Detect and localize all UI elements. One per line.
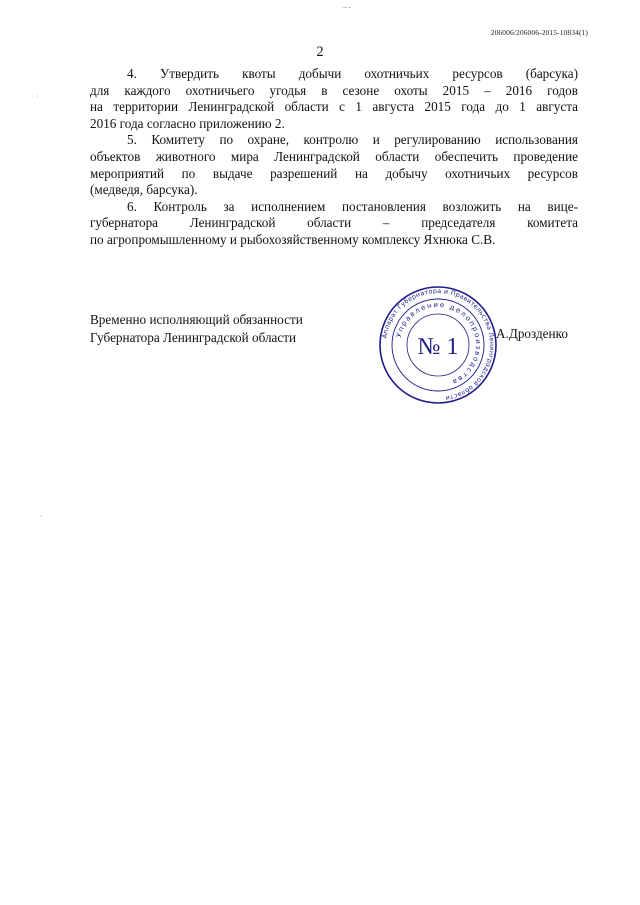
paragraph-line: объектов животного мира Ленинградской области обеспечить проведение bbox=[90, 148, 578, 164]
paragraph-line: губернатора Ленинградской области – председателя комитета bbox=[90, 215, 578, 231]
document-body bbox=[90, 66, 578, 249]
paragraph-line: (медведя, барсука). bbox=[90, 182, 198, 198]
signer-name: А.Дрозденко bbox=[496, 326, 568, 341]
paragraph-line: на территории Ленинградской области с 1 августа 2015 года до 1 августа bbox=[90, 99, 578, 115]
signature-block bbox=[90, 311, 303, 347]
paragraph-line: 6. Контроль за исполнением постановления возложить на вице- bbox=[127, 198, 578, 214]
scan-speck: · bbox=[36, 92, 39, 101]
paragraph-item-6 bbox=[90, 199, 578, 249]
scan-speck: · bbox=[40, 512, 43, 521]
signatory-title-line-2: Губернатора Ленинградской области bbox=[90, 330, 297, 345]
paragraph-line: по агропромышленному и рыбохозяйственному комплексу Яхнюка С.В. bbox=[90, 231, 496, 247]
page-number: 2 bbox=[316, 44, 324, 60]
paragraph-line: 4. Утвердить квоты добычи охотничьих ресурсов (барсука) bbox=[127, 66, 578, 81]
paragraph-item-5 bbox=[90, 132, 578, 198]
signatory-title-line-1: Временно исполняющий обязанности bbox=[90, 312, 303, 327]
paragraph-line: для каждого охотничьего угодья в сезоне охоты 2015 – 2016 годов bbox=[90, 82, 578, 98]
stamp-outer-text: Аппарат Губернатора и Правительства Ленинградской области bbox=[381, 287, 496, 402]
top-margin-mark: ˙˜ ˜ bbox=[342, 6, 351, 14]
paragraph-line: 2016 года согласно приложению 2. bbox=[90, 115, 285, 131]
paragraph-item-4 bbox=[90, 66, 578, 132]
official-seal-stamp bbox=[378, 283, 498, 407]
paragraph-line: 5. Комитету по охране, контролю и регулированию использования bbox=[127, 132, 578, 148]
stamp-inner-text: Управление делопроизводства bbox=[394, 300, 483, 387]
document-id: 206006/206006-2015-10834(1) bbox=[490, 28, 588, 37]
paragraph-line: мероприятий по выдаче разрешений на добычу охотничьих ресурсов bbox=[90, 165, 578, 181]
stamp-number: № 1 bbox=[417, 334, 459, 360]
